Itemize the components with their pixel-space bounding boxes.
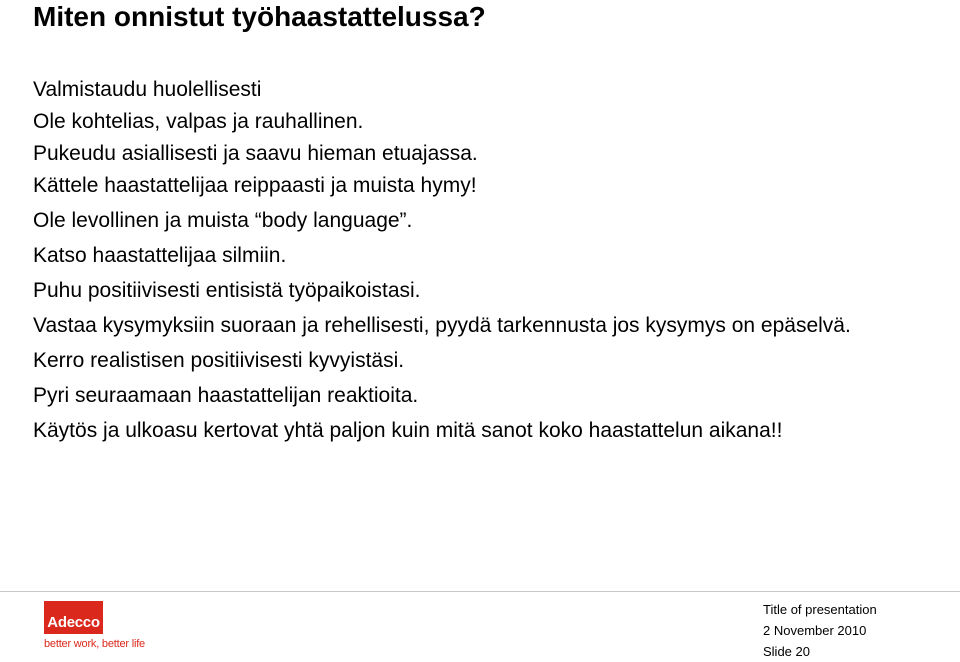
bullet-item: Ole kohtelias, valpas ja rauhallinen.	[33, 110, 364, 133]
bullet-item: Valmistaudu huolellisesti	[33, 78, 262, 101]
bullet-item: Kättele haastattelijaa reippaasti ja muista hymy!	[33, 174, 477, 197]
footer-divider	[0, 591, 960, 592]
logo-text: Adecco	[47, 614, 100, 631]
presentation-date: 2 November 2010	[763, 623, 867, 638]
footer-info	[763, 599, 877, 662]
adecco-logo	[44, 601, 103, 634]
bullet-item: Katso haastattelijaa silmiin.	[33, 244, 287, 267]
bullet-item: Pyri seuraamaan haastattelijan reaktioita.	[33, 384, 419, 407]
bullet-item: Kerro realistisen positiivisesti kyvyistäsi.	[33, 349, 405, 372]
presentation-title: Title of presentation	[763, 602, 877, 617]
bullet-item: Käytös ja ulkoasu kertovat yhtä paljon kuin mitä sanot koko haastattelun aikana!!	[33, 419, 783, 442]
slide-title: Miten onnistut työhaastattelussa?	[33, 1, 486, 32]
slide-number: Slide 20	[763, 644, 810, 659]
bullet-item: Ole levollinen ja muista “body language”.	[33, 209, 413, 232]
bullet-item: Puhu positiivisesti entisistä työpaikoistasi.	[33, 279, 421, 302]
brand-tagline: better work, better life	[44, 638, 145, 650]
bullet-item: Vastaa kysymyksiin suoraan ja rehellisesti, pyydä tarkennusta jos kysymys on epäselvä.	[33, 314, 851, 337]
bullet-list	[33, 77, 933, 453]
bullet-item: Pukeudu asiallisesti ja saavu hieman etuajassa.	[33, 142, 478, 165]
